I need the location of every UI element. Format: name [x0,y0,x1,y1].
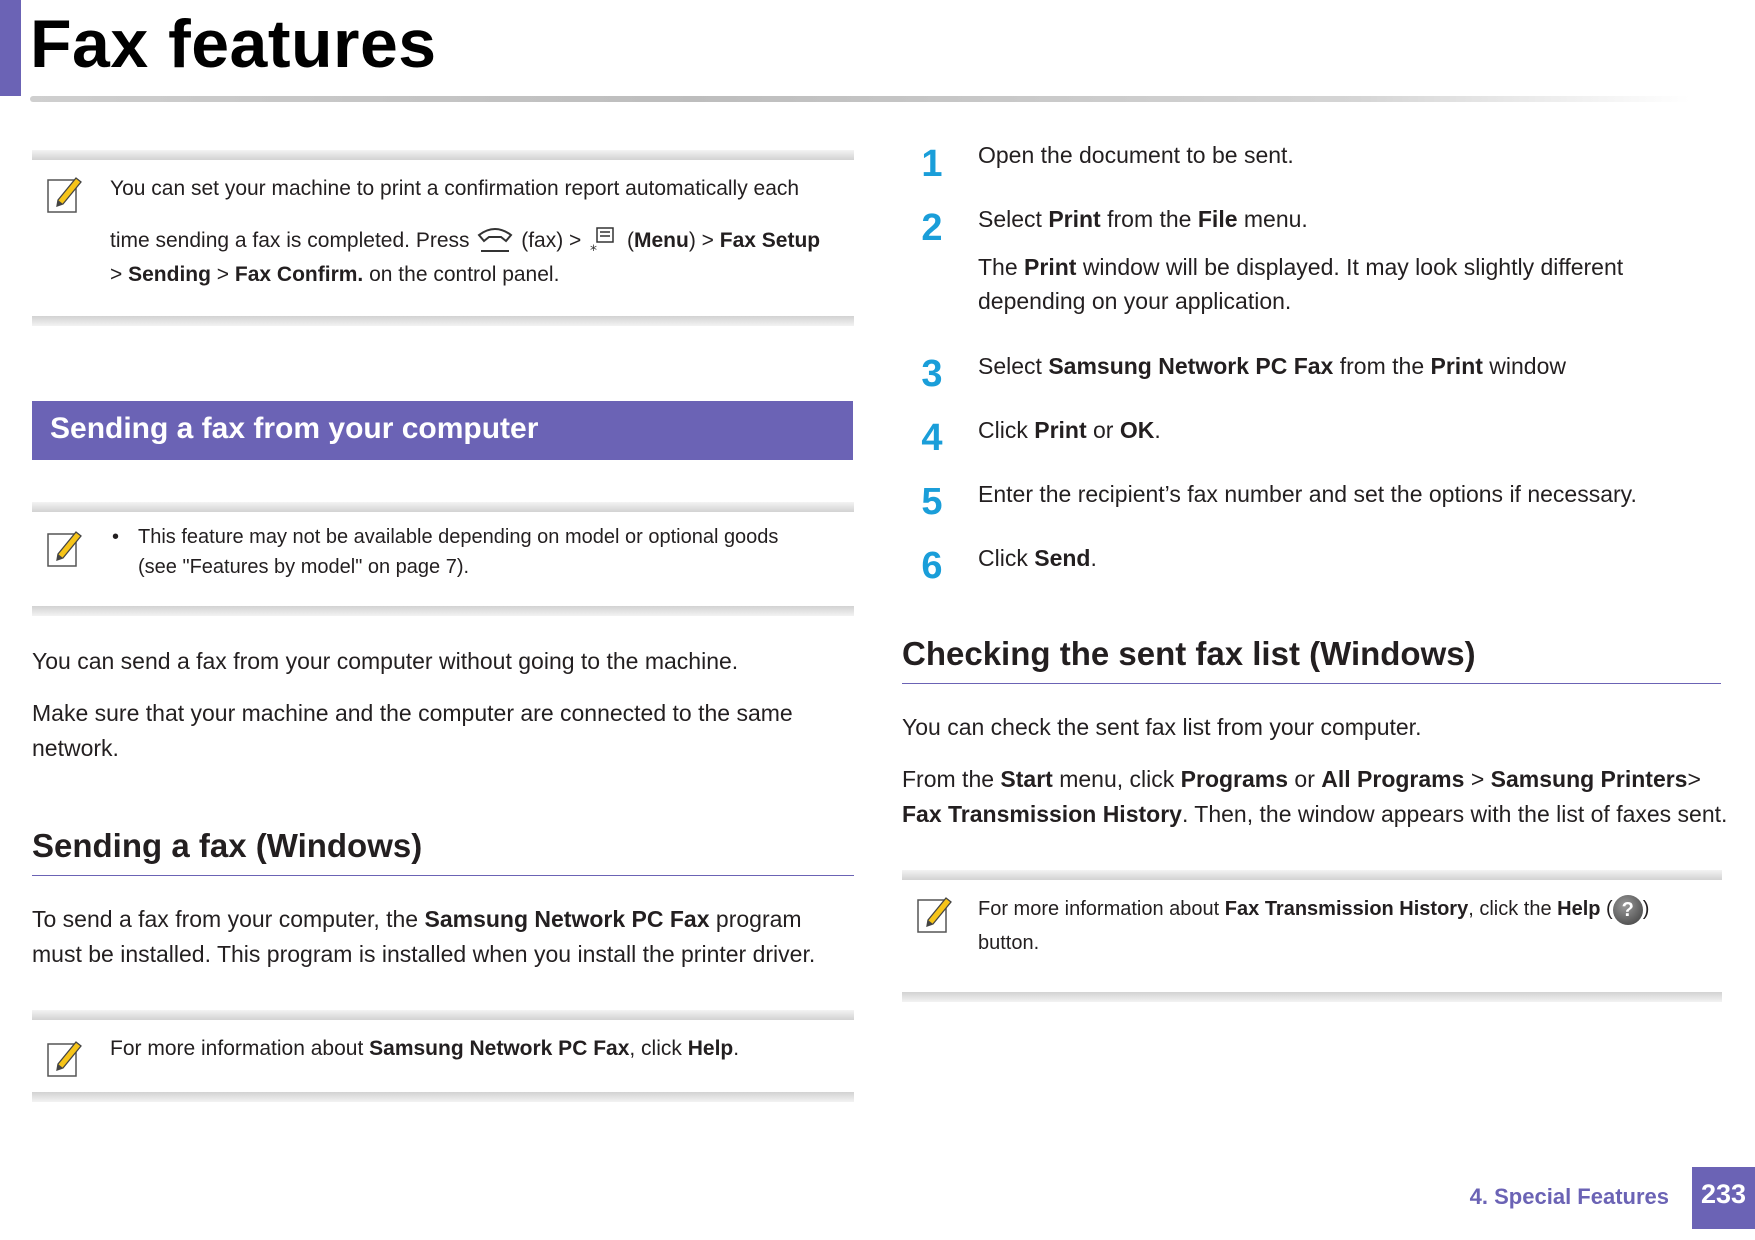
windows-paragraph [32,902,862,972]
menu-name: Samsung Printers [1490,766,1688,792]
menu-name: Programs [1180,766,1289,792]
note-more-info [32,1010,854,1102]
para-line: Make sure that your machine and the computer are connected to the same [32,700,793,726]
step-text [978,541,1097,575]
pencil-note-icon [46,174,82,214]
bullet-glyph: • [112,526,120,548]
step-bold: Print [1048,206,1101,232]
windows-heading: Sending a fax (Windows) [32,827,423,864]
paren: ( [1606,898,1613,920]
para-line: must be installed. This program is installed when you install the printer driver. [32,941,816,967]
note-top-bar [32,1010,854,1020]
note-line: , click [629,1037,682,1060]
para-text: . Then, the window appears with the list of faxes sent. [1181,801,1728,827]
step-number: 2 [921,207,943,249]
step-bold: Send [1034,545,1091,571]
step-number: 5 [921,481,943,523]
sent-list-paragraph [902,762,1732,832]
menu-paren: ( [627,229,634,252]
note-fax-history [902,870,1722,1002]
step-bold: Print [1034,417,1087,443]
page-accent-bar [0,0,21,96]
help-label: Help [687,1037,734,1060]
step-number: 1 [921,143,943,185]
step-number: 6 [921,545,943,587]
note-text [112,522,854,582]
sending-label: Sending [128,263,211,286]
step-part: . [1090,545,1097,571]
intro-paragraph: You can send a fax from your computer without going to the machine. [32,648,739,674]
help-icon: ? [1613,895,1643,925]
separator: > [216,263,230,286]
step-bold: Print [1024,254,1077,280]
para-text: or [1294,766,1315,792]
page-number: 233 [1700,1179,1747,1209]
step-part: window will be displayed. It may look slightly different [1082,254,1624,280]
pencil-note-icon [46,1038,82,1078]
step-part: from the [1107,206,1192,232]
step-text [978,202,1698,318]
step-part: or [1093,417,1114,443]
paren: ) [1642,898,1650,920]
step-bold: Samsung Network PC Fax [1048,353,1334,379]
pencil-note-icon [46,528,82,568]
program-name: Samsung Network PC Fax [369,1037,630,1060]
separator: > [1470,766,1485,792]
separator: > [1687,766,1701,792]
menu-name: All Programs [1321,766,1465,792]
fax-label: (fax) > [521,229,582,252]
fax-confirm-label: Fax Confirm. [234,263,364,286]
intro-paragraph [32,696,852,766]
step-text [978,413,1161,447]
step-line: depending on your application. [978,288,1292,314]
note-bottom-bar [32,606,854,616]
note-line: time sending a fax is completed. Press [110,229,470,252]
note-line: For more information about [978,898,1220,920]
note-top-bar [32,150,854,160]
para-text: To send a fax from your computer, the [32,906,419,932]
footer-chapter: 4. Special Features [1469,1184,1669,1209]
heading-rule [32,875,854,876]
svg-text:*: * [590,243,598,257]
step-bold: OK [1119,417,1155,443]
para-line: network. [32,735,119,761]
step-text: Open the document to be sent. [978,142,1294,168]
fax-icon [475,227,515,255]
menu-name: Fax Transmission History [902,801,1182,827]
step-part: from the [1339,353,1425,379]
step-part: . [1154,417,1161,443]
note-top-bar [902,870,1722,880]
fax-setup-label: Fax Setup [719,229,821,252]
note-availability [32,502,854,616]
section-title: Sending a fax from your computer [50,412,539,445]
separator: > [110,263,123,286]
note-line: For more information about [110,1037,364,1060]
para-text: menu, click [1059,766,1175,792]
page-title: Fax features [30,6,437,82]
step-part: window [1489,353,1567,379]
step-bold: Print [1430,353,1483,379]
step-part: Click [978,417,1028,443]
menu-icon [587,226,621,256]
punct: . [733,1037,740,1060]
para-text: From the [902,766,995,792]
step-part: Select [978,206,1042,232]
note-bottom-bar [32,316,854,326]
note-top-bar [32,502,854,512]
note-text [110,172,855,292]
menu-name: Start [1000,766,1053,792]
menu-paren: ) > [688,229,714,252]
note-line: You can set your machine to print a confirmation report automatically each [110,177,800,200]
title-divider [30,96,1690,102]
step-text: Enter the recipient’s fax number and set the options if necessary. [978,481,1637,507]
step-part: Select [978,353,1042,379]
pencil-note-icon [916,894,952,934]
note-text [978,892,1722,960]
note-bottom-bar [32,1092,854,1102]
note-bottom-bar [902,992,1722,1002]
heading-rule [902,683,1721,684]
help-label: Help [1557,898,1601,920]
sent-list-heading: Checking the sent fax list (Windows) [902,635,1476,672]
note-line: , click the [1468,898,1552,920]
step-part: Click [978,545,1028,571]
step-number: 4 [921,417,943,459]
sent-list-paragraph: You can check the sent fax list from your computer. [902,714,1422,740]
step-part: The [978,254,1018,280]
note-confirmation-report [32,150,854,326]
para-text: program [715,906,802,932]
menu-label: Menu [634,229,689,252]
step-text [978,349,1566,383]
note-line: button. [978,932,1040,954]
step-number: 3 [921,353,943,395]
note-line: on the control panel. [369,263,560,286]
step-bold: File [1197,206,1238,232]
note-line: (see "Features by model" on page 7). [138,556,470,578]
note-line: This feature may not be available depending on model or optional goods [138,526,779,548]
program-name: Samsung Network PC Fax [424,906,710,932]
program-name: Fax Transmission History [1224,898,1469,920]
note-text [110,1032,855,1066]
step-part: menu. [1243,206,1308,232]
